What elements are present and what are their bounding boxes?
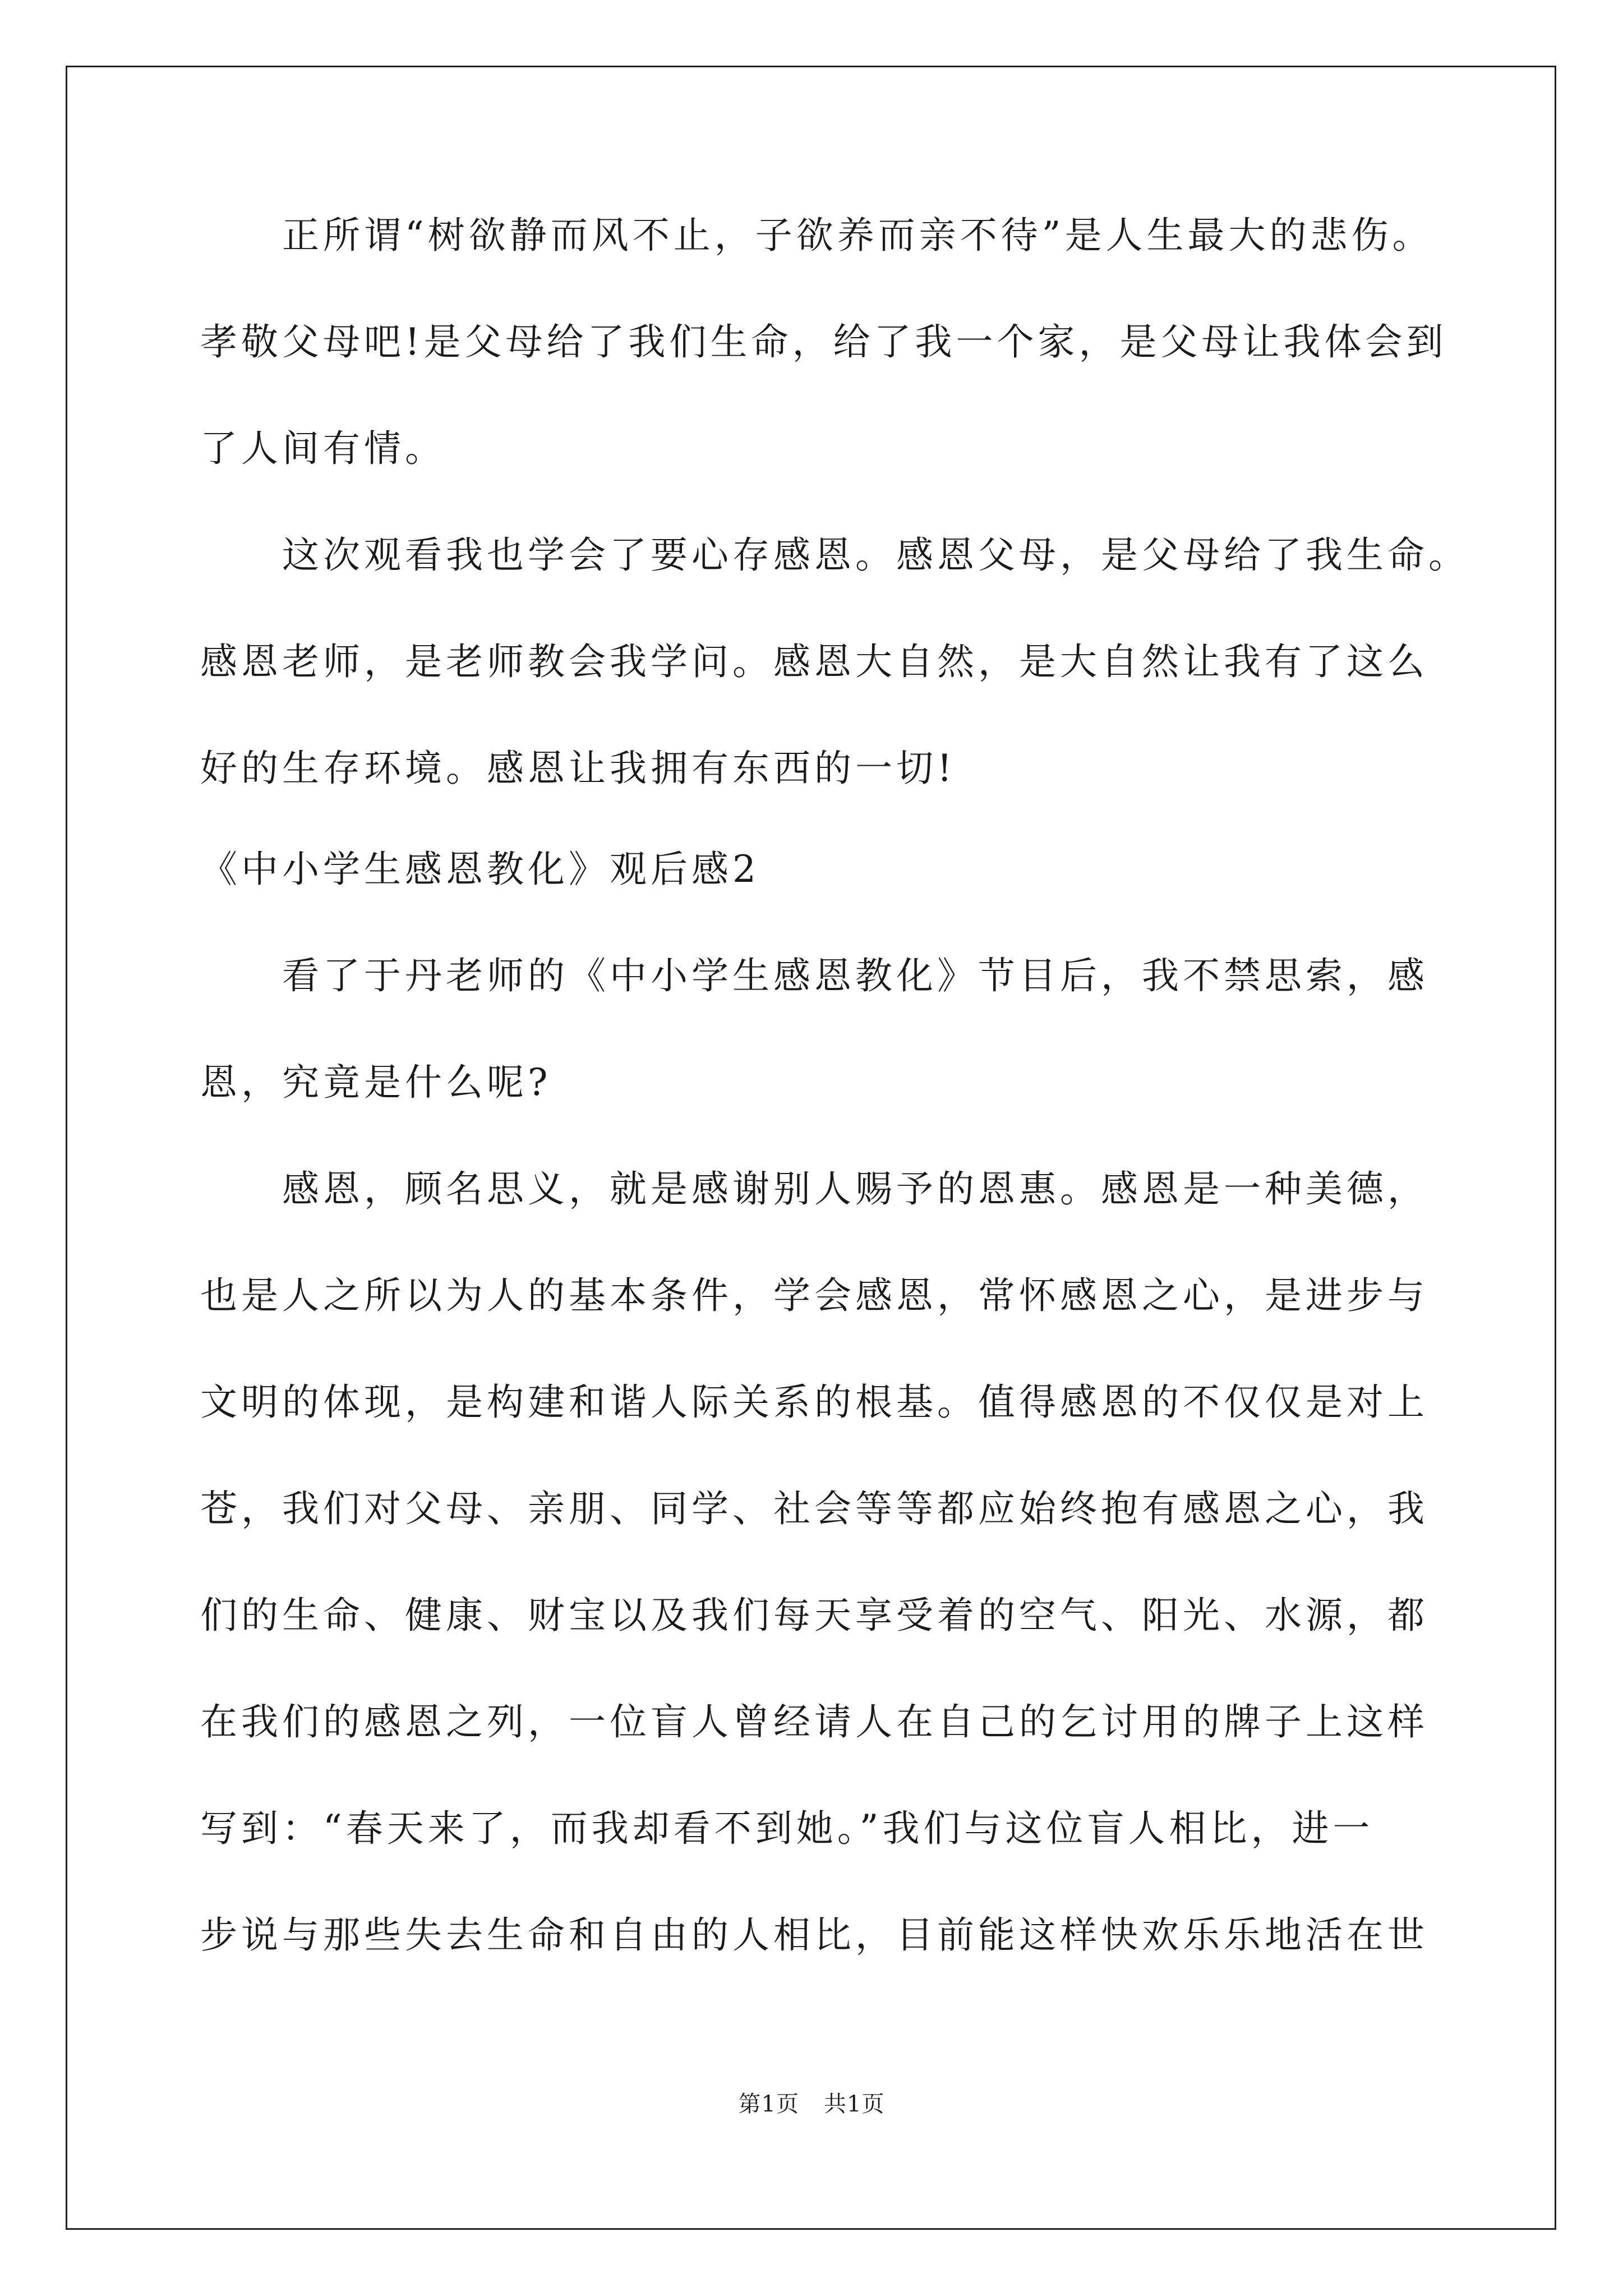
paragraph-1-line-3: 了人间有情。 <box>200 427 446 470</box>
paragraph-4-line-5: 们的生命、健康、财宝以及我们每天享受着的空气、阳光、水源，都 <box>200 1594 1428 1637</box>
paragraph-1-line-1: 正所谓“树欲静而风不止，子欲养而亲不待”是人生最大的悲伤。 <box>200 214 1433 257</box>
paragraph-4-line-3: 文明的体现，是构建和谐人际关系的根基。值得感恩的不仅仅是对上 <box>200 1381 1428 1424</box>
paragraph-4-line-4: 苍，我们对父母、亲朋、同学、社会等等都应始终抱有感恩之心，我 <box>200 1487 1428 1530</box>
paragraph-4-line-6: 在我们的感恩之列，一位盲人曾经请人在自己的乞讨用的牌子上这样 <box>200 1700 1428 1743</box>
paragraph-2-line-2: 感恩老师，是老师教会我学问。感恩大自然，是大自然让我有了这么 <box>200 640 1428 683</box>
page-number: 第1页 <box>738 2091 799 2117</box>
paragraph-1-line-2: 孝敬父母吧!是父母给了我们生命，给了我一个家，是父母让我体会到 <box>200 320 1447 364</box>
paragraph-3-line-1: 看了于丹老师的《中小学生感恩教化》节目后，我不禁思索，感 <box>200 954 1428 997</box>
page-border <box>66 66 1556 2230</box>
paragraph-4-line-7: 写到：“春天来了，而我却看不到她。”我们与这位盲人相比，进一 <box>200 1807 1374 1850</box>
paragraph-4-line-2: 也是人之所以为人的基本条件，学会感恩，常怀感恩之心，是进步与 <box>200 1274 1428 1317</box>
paragraph-4-line-8: 步说与那些失去生命和自由的人相比，目前能这样快欢乐乐地活在世 <box>200 1913 1428 1957</box>
paragraph-2-line-1: 这次观看我也学会了要心存感恩。感恩父母，是父母给了我生命。 <box>200 533 1469 577</box>
page-footer <box>0 2090 1623 2118</box>
page-total: 共1页 <box>824 2091 885 2117</box>
paragraph-3-line-2: 恩，究竟是什么呢? <box>200 1061 552 1104</box>
section-heading: 《中小学生感恩教化》观后感2 <box>200 848 760 891</box>
paragraph-4-line-1: 感恩，顾名思义，就是感谢别人赐予的恩惠。感恩是一种美德， <box>200 1167 1428 1211</box>
paragraph-2-line-3: 好的生存环境。感恩让我拥有东西的一切! <box>200 747 956 790</box>
